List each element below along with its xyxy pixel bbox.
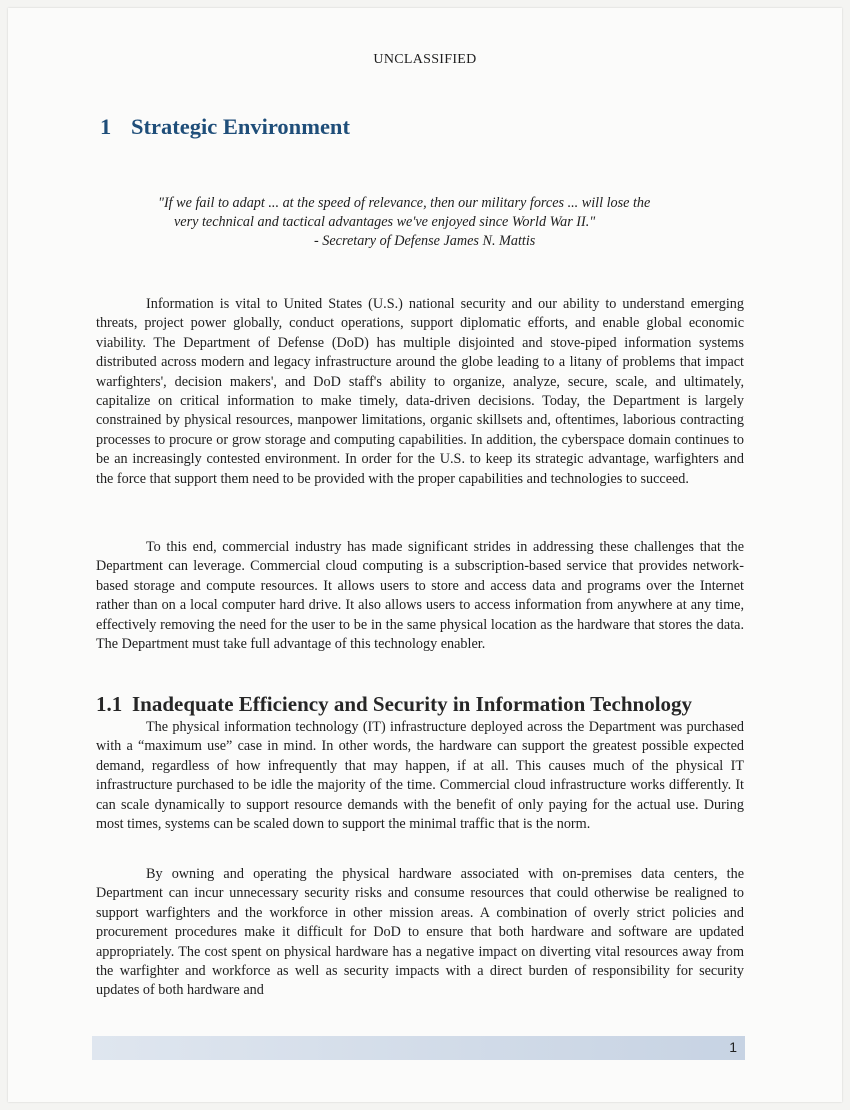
paragraph-maximum-use: The physical information technology (IT) infrastructure deployed across the Department was purchased with a “maximum use” case in mind. In other words, the hardware can support the greatest possible expected demand, regardless of how infrequently that may happen, if at all. This causes much of the physical IT infrastructure purchased to be idle the majority of the time. Commercial cloud infrastructure works differently. It can scale dynamically to support resource demands with the benefit of only paying for the actual use. During most times, systems can be scaled down to support the minimal traffic that is the norm. [96,719,744,833]
section-number: 1 [100,114,112,139]
footer-bar [92,1036,745,1060]
classification-header: UNCLASSIFIED [373,52,477,67]
section-title: Strategic Environment [131,114,350,139]
page-number: 1 [729,1039,737,1055]
subsection-title: Inadequate Efficiency and Security in Information Technology [132,692,693,716]
paragraph-security-risks: By owning and operating the physical hardware associated with on-premises data centers, the Department can incur unnecessary security risks and consume resources that could otherwise be realigned to support warfighters and the workforce in other mission areas. A combination of overly strict policies and procurement procedures make it difficult for DoD to ensure that both hardware and software are updated appropriately. The cost spent on physical hardware has a negative impact on diverting vital resources away from the warfighter and workforce as well as security impacts with a direct burden of responsibility for security updates of both hardware and [96,866,744,999]
section-heading [100,114,350,140]
epigraph-quote [150,194,760,251]
quote-line-1: "If we fail to adapt ... at the speed of relevance, then our military forces ... will lose the [158,195,651,211]
quote-attribution: - Secretary of Defense James N. Mattis [314,233,536,249]
subsection-number: 1.1 [96,692,123,716]
paragraph-commercial-cloud: To this end, commercial industry has made significant strides in addressing these challenges that the Department can leverage. Commercial cloud computing is a subscription-based service that provides network-based storage and compute resources. It allows users to store and access data and programs over the Internet rather than on a local computer hard drive. It also allows users to access information from anywhere at any time, effectively removing the need for the user to be in the same physical location as the hardware that stores the data. The Department must take full advantage of this technology enabler. [96,539,744,653]
quote-line-2: very technical and tactical advantages we've enjoyed since World War II." [174,214,596,230]
subsection-heading [96,692,692,717]
paragraph-information-vital: Information is vital to United States (U.S.) national security and our ability to understand emerging threats, project power globally, conduct operations, support diplomatic efforts, and enable global economic viability. The Department of Defense (DoD) has multiple disjointed and stove-piped information systems distributed across modern and legacy infrastructure around the globe leading to a litany of problems that impact warfighters', decision makers', and DoD staff's ability to organize, analyze, secure, scale, and ultimately, capitalize on critical information to make timely, data-driven decisions. Today, the Department is largely constrained by physical resources, manpower limitations, organic skillsets and, oftentimes, laborious contracting processes to procure or grow storage and computing capabilities. In addition, the cyberspace domain continues to be an increasingly contested environment. In order for the U.S. to keep its strategic advantage, warfighters and the force that support them need to be provided with the proper capabilities and technologies to succeed. [96,296,744,487]
